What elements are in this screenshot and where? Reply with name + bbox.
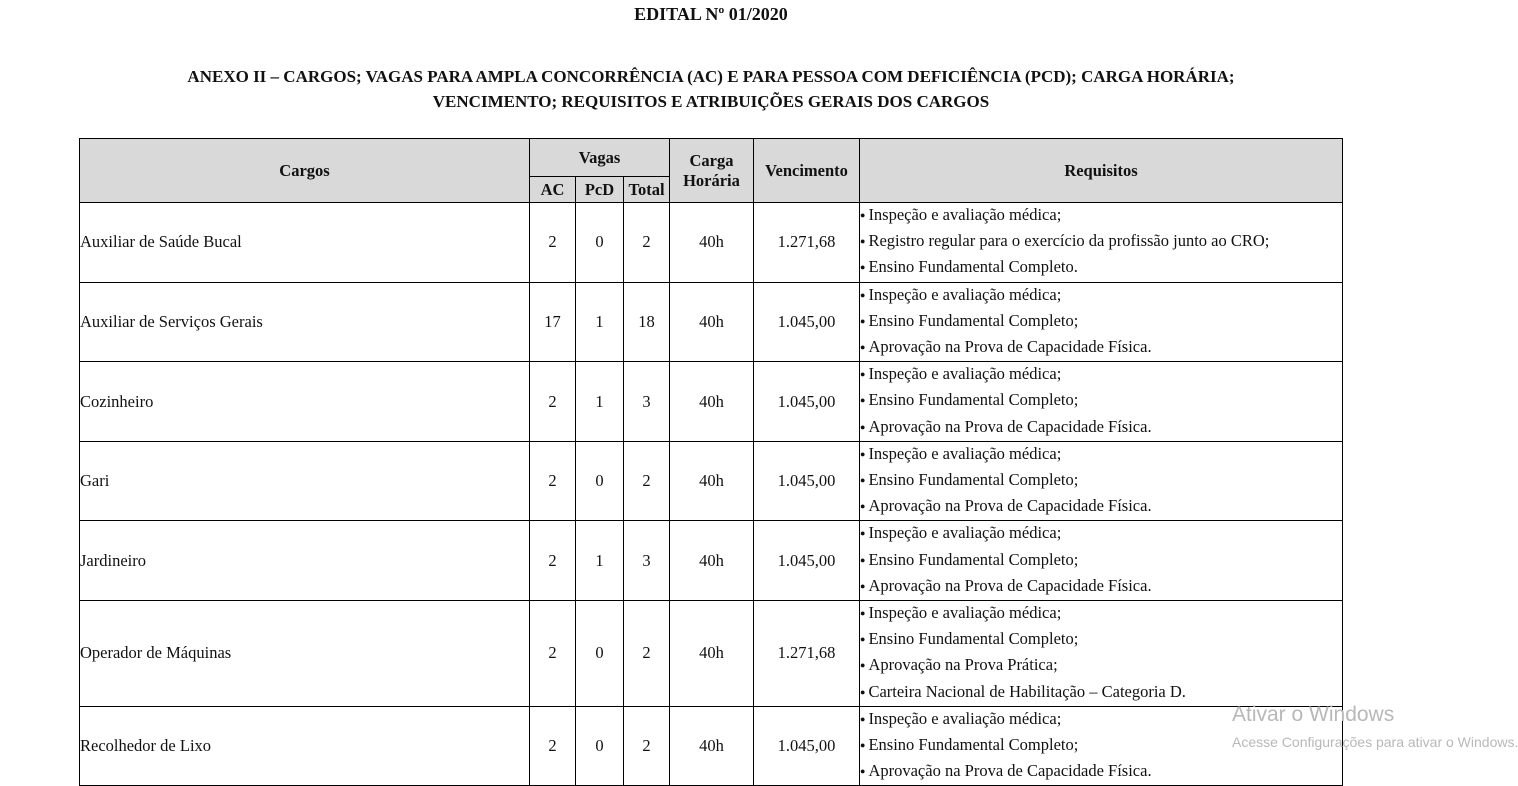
cell-requisitos <box>860 282 1343 362</box>
subtitle-line-1: ANEXO II – CARGOS; VAGAS PARA AMPLA CONCORRÊNCIA (AC) E PARA PESSOA COM DEFICIÊNCIA (PCD); CARGA HORÁRIA; <box>187 67 1235 86</box>
cell-carga-horaria: 40h <box>670 362 754 442</box>
bullet-icon: ● <box>860 289 866 300</box>
cell-carga-horaria: 40h <box>670 521 754 601</box>
cell-pcd: 0 <box>576 441 624 521</box>
bullet-icon: ● <box>860 713 866 724</box>
bullet-icon: ● <box>860 448 866 459</box>
requisito-item <box>860 255 1342 281</box>
requisito-item <box>860 468 1342 494</box>
cell-vencimento: 1.045,00 <box>754 441 860 521</box>
bullet-icon: ● <box>860 475 866 486</box>
requisito-text: Ensino Fundamental Completo; <box>868 470 1079 490</box>
requisito-item <box>860 415 1342 441</box>
cell-cargo: Gari <box>80 441 530 521</box>
requisito-text: Inspeção e avaliação médica; <box>868 603 1062 623</box>
requisito-text: Registro regular para o exercício da profissão junto ao CRO; <box>868 231 1270 251</box>
bullet-icon: ● <box>860 315 866 326</box>
cell-ac: 2 <box>530 521 576 601</box>
cell-total: 3 <box>624 521 670 601</box>
cell-vencimento: 1.045,00 <box>754 706 860 786</box>
cell-ac: 2 <box>530 441 576 521</box>
requisito-text: Carteira Nacional de Habilitação – Categoria D. <box>868 681 1186 701</box>
cell-cargo: Operador de Máquinas <box>80 601 530 707</box>
requisito-item <box>860 283 1342 309</box>
table-row <box>80 441 1343 521</box>
requisito-item <box>860 601 1342 627</box>
table-body <box>80 203 1343 786</box>
cell-requisitos <box>860 362 1343 442</box>
requisito-text: Inspeção e avaliação médica; <box>868 364 1062 384</box>
cell-cargo: Recolhedor de Lixo <box>80 706 530 786</box>
table-row <box>80 282 1343 362</box>
requisito-item <box>860 494 1342 520</box>
requisito-text: Inspeção e avaliação médica; <box>868 443 1062 463</box>
header-total: Total <box>624 177 670 203</box>
bullet-icon: ● <box>860 554 866 565</box>
cell-vencimento: 1.271,68 <box>754 601 860 707</box>
cell-total: 2 <box>624 706 670 786</box>
bullet-icon: ● <box>860 342 866 353</box>
cell-total: 2 <box>624 203 670 283</box>
document-subtitle <box>0 64 1422 114</box>
requisito-item <box>860 574 1342 600</box>
requisito-text: Aprovação na Prova de Capacidade Física. <box>868 337 1152 357</box>
windows-activation-watermark <box>1232 702 1518 752</box>
cell-total: 3 <box>624 362 670 442</box>
cell-total: 18 <box>624 282 670 362</box>
bullet-icon: ● <box>860 421 866 432</box>
cell-requisitos <box>860 441 1343 521</box>
cell-vencimento: 1.045,00 <box>754 521 860 601</box>
cell-requisitos <box>860 521 1343 601</box>
requisito-text: Aprovação na Prova de Capacidade Física. <box>868 761 1152 781</box>
requisito-item <box>860 203 1342 229</box>
header-carga-line-1: Carga <box>689 150 734 170</box>
requisito-text: Ensino Fundamental Completo; <box>868 549 1079 569</box>
cell-pcd: 1 <box>576 282 624 362</box>
cell-pcd: 1 <box>576 521 624 601</box>
table-row <box>80 362 1343 442</box>
bullet-icon: ● <box>860 740 866 751</box>
table-row <box>80 521 1343 601</box>
bullet-icon: ● <box>860 608 866 619</box>
requisito-text: Ensino Fundamental Completo; <box>868 629 1079 649</box>
cell-vencimento: 1.045,00 <box>754 282 860 362</box>
table-row <box>80 203 1343 283</box>
table-row <box>80 706 1343 786</box>
cell-carga-horaria: 40h <box>670 601 754 707</box>
header-pcd: PcD <box>576 177 624 203</box>
requisito-item <box>860 388 1342 414</box>
requisito-item <box>860 362 1342 388</box>
cell-carga-horaria: 40h <box>670 203 754 283</box>
requisito-text: Aprovação na Prova de Capacidade Física. <box>868 496 1152 516</box>
requisito-text: Ensino Fundamental Completo; <box>868 310 1079 330</box>
requisito-text: Inspeção e avaliação médica; <box>868 708 1062 728</box>
cell-ac: 2 <box>530 706 576 786</box>
bullet-icon: ● <box>860 210 866 220</box>
requisito-item <box>860 309 1342 335</box>
header-ac: AC <box>530 177 576 203</box>
bullet-icon: ● <box>860 262 866 273</box>
watermark-line-1: Ativar o Windows <box>1232 703 1395 726</box>
requisito-item <box>860 335 1342 361</box>
bullet-icon: ● <box>860 634 866 645</box>
header-carga-line-2: Horária <box>683 170 740 190</box>
bullet-icon: ● <box>860 580 866 591</box>
requisito-item <box>860 548 1342 574</box>
cell-carga-horaria: 40h <box>670 706 754 786</box>
bullet-icon: ● <box>860 660 866 671</box>
cell-vencimento: 1.271,68 <box>754 203 860 283</box>
cell-cargo: Cozinheiro <box>80 362 530 442</box>
cell-pcd: 1 <box>576 362 624 442</box>
cell-carga-horaria: 40h <box>670 441 754 521</box>
document-title: EDITAL Nº 01/2020 <box>634 4 788 24</box>
requisito-text: Inspeção e avaliação médica; <box>868 523 1062 543</box>
bullet-icon: ● <box>860 369 866 380</box>
bullet-icon: ● <box>860 236 866 247</box>
cell-ac: 2 <box>530 203 576 283</box>
requisito-item <box>860 442 1342 468</box>
cell-pcd: 0 <box>576 601 624 707</box>
requisito-text: Aprovação na Prova de Capacidade Física. <box>868 575 1152 595</box>
header-vagas: Vagas <box>530 139 670 177</box>
bullet-icon: ● <box>860 528 866 539</box>
bullet-icon: ● <box>860 395 866 406</box>
requisito-item <box>860 759 1342 785</box>
cargos-table <box>79 138 1343 786</box>
cell-vencimento: 1.045,00 <box>754 362 860 442</box>
requisito-item <box>860 627 1342 653</box>
requisito-text: Ensino Fundamental Completo; <box>868 735 1079 755</box>
cell-cargo: Jardineiro <box>80 521 530 601</box>
cell-total: 2 <box>624 441 670 521</box>
cell-ac: 17 <box>530 282 576 362</box>
cell-pcd: 0 <box>576 203 624 283</box>
cell-carga-horaria: 40h <box>670 282 754 362</box>
bullet-icon: ● <box>860 501 866 512</box>
cell-cargo: Auxiliar de Serviços Gerais <box>80 282 530 362</box>
header-cargos: Cargos <box>80 139 530 203</box>
requisito-text: Aprovação na Prova Prática; <box>868 655 1058 675</box>
requisito-text: Inspeção e avaliação médica; <box>868 284 1062 304</box>
bullet-icon: ● <box>860 686 866 697</box>
header-carga-horaria <box>670 139 754 203</box>
cell-requisitos <box>860 601 1343 707</box>
cell-ac: 2 <box>530 601 576 707</box>
header-requisitos: Requisitos <box>860 139 1343 203</box>
requisito-text: Inspeção e avaliação médica; <box>868 205 1062 224</box>
subtitle-line-2: VENCIMENTO; REQUISITOS E ATRIBUIÇÕES GERAIS DOS CARGOS <box>432 92 990 111</box>
watermark-line-2: Acesse Configurações para ativar o Windows. <box>1232 734 1518 750</box>
requisito-item <box>860 521 1342 547</box>
requisito-item <box>860 653 1342 679</box>
requisito-text: Ensino Fundamental Completo. <box>868 257 1078 277</box>
cell-cargo: Auxiliar de Saúde Bucal <box>80 203 530 283</box>
requisito-text: Aprovação na Prova de Capacidade Física. <box>868 416 1152 436</box>
cell-total: 2 <box>624 601 670 707</box>
cell-pcd: 0 <box>576 706 624 786</box>
cell-ac: 2 <box>530 362 576 442</box>
requisito-text: Ensino Fundamental Completo; <box>868 390 1079 410</box>
requisito-item <box>860 229 1342 255</box>
header-vencimento: Vencimento <box>754 139 860 203</box>
table-row <box>80 601 1343 707</box>
cell-requisitos <box>860 203 1343 283</box>
bullet-icon: ● <box>860 766 866 777</box>
